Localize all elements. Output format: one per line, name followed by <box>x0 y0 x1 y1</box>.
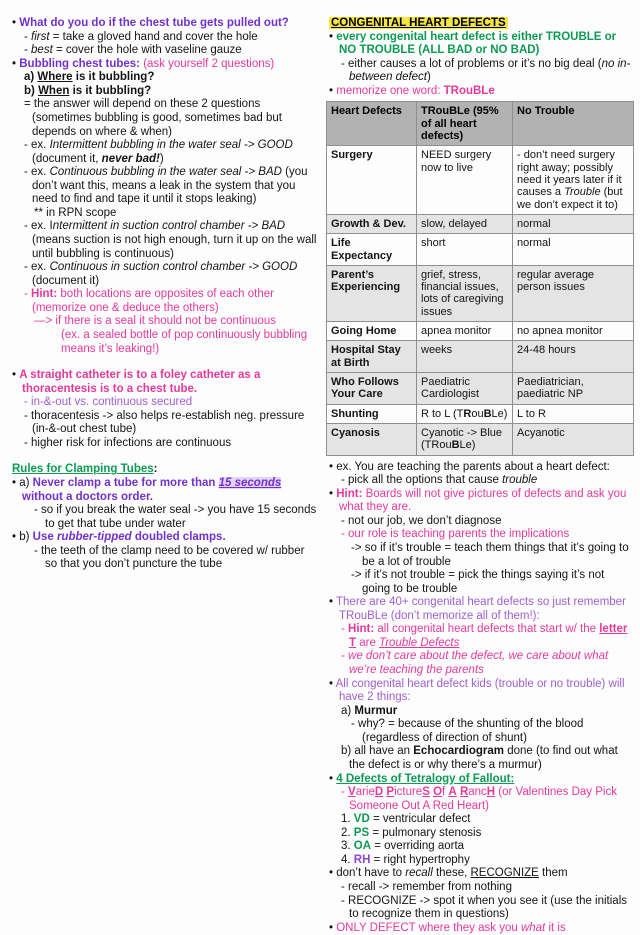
trouble-cell: slow, delayed <box>417 214 513 233</box>
note-line: - in-&-out vs. continuous secured <box>24 396 193 409</box>
note-line: - we don’t care about the defect, we care about what we’re teaching the parents <box>341 650 609 676</box>
no-trouble-cell: no apnea monitor <box>513 322 634 341</box>
note-line: a) Where is it bubbling? <box>24 71 155 84</box>
note-line: - so if you break the water seal -> you have 15 seconds to get that tube under water <box>34 504 317 530</box>
note-line: a) Murmur <box>341 704 398 717</box>
no-trouble-cell: L to R <box>513 404 634 423</box>
right-column <box>326 17 634 935</box>
row-label-cell: Who Follows Your Care <box>327 373 417 405</box>
note-line: - best = cover the hole with vaseline gauze <box>24 44 242 57</box>
note-line: • don’t have to recall these, RECOGNIZE them <box>329 867 568 880</box>
note-line: - why? = because of the shunting of the blood (regardless of direction of shunt) <box>351 718 584 744</box>
note-line: - our role is teaching parents the implications <box>341 528 570 541</box>
note-line: -> so if it’s trouble = teach them things that it’s going to be a lot of trouble <box>351 541 629 568</box>
note-line: - ex. Intermittent in suction control chamber -> BAD (means suction is not high enough, turn it up on the wall until bubbling is continuous) <box>24 220 317 260</box>
note-line: 3. OA = overriding aorta <box>341 840 465 853</box>
no-trouble-cell: - don’t need surgery right away; possibly need it years later if it causes a Trouble (but we don’t expect it to) <box>513 146 634 215</box>
section-heading-clamping-rules: Rules for Clamping Tubes: <box>12 463 158 476</box>
note-line: - Hint: all congenital heart defects that start w/ the letter T are Trouble Defects <box>341 623 628 649</box>
note-line: - the teeth of the clamp need to be covered w/ rubber so that you don’t puncture the tube <box>34 544 305 571</box>
table-row <box>327 404 634 423</box>
note-line: - pick all the options that cause trouble <box>341 474 538 487</box>
note-line: -> if it’s not trouble = pick the things saying it’s not going to be trouble <box>351 569 605 595</box>
note-line-straight-catheter: • A straight catheter is to a foley catheter as a thoracentesis is to a chest tube. <box>12 369 261 395</box>
note-line: 1. VD = ventricular defect <box>341 813 471 826</box>
no-trouble-cell: Acyanotic <box>513 423 634 455</box>
note-line-chest-tube-pulled: • What do you do if the chest tube gets pulled out? <box>12 17 289 29</box>
table-row <box>327 373 634 405</box>
note-line: - thoracentesis -> also helps re-establish neg. pressure (in-&-out chest tube) <box>24 409 305 436</box>
note-line: - either causes a lot of problems or it’s no big deal (no in-between defect) <box>341 57 631 84</box>
note-line: • All congenital heart defect kids (trouble or no trouble) will have 2 things: <box>329 677 625 704</box>
note-line: - ex. Intermittent bubbling in the water seal -> GOOD (document it, never bad!) <box>24 139 293 165</box>
table-row <box>327 341 634 373</box>
note-line: • a) Never clamp a tube for more than 15 seconds without a doctors order. <box>12 477 282 503</box>
trouble-cell: Paediatric Cardiologist <box>417 373 513 405</box>
no-trouble-cell: Paediatrician, paediatric NP <box>513 373 634 405</box>
note-line <box>9 450 317 463</box>
no-trouble-cell: normal <box>513 234 634 266</box>
table-row <box>327 322 634 341</box>
table-header-cell-0: Heart Defects <box>327 102 417 146</box>
section-heading-congenital: CONGENITAL HEART DEFECTS <box>331 17 506 29</box>
note-line: - not our job, we don’t diagnose <box>341 514 502 527</box>
row-label-cell: Growth & Dev. <box>327 214 417 233</box>
note-line: • b) Use rubber-tipped doubled clamps. <box>12 531 226 544</box>
table-row <box>327 423 634 455</box>
note-line: (ex. a sealed bottle of pop continuously bubbling means it’s leaking!) <box>61 328 308 355</box>
row-label-cell: Going Home <box>327 322 417 341</box>
note-line: - VarieD PictureS Of A RancH (or Valentines Day Pick Someone Out A Red Heart) <box>341 786 617 812</box>
note-line: b) all have an Echocardiogram done (to find out what the defect is or why there’s a murmur) <box>341 745 618 771</box>
trouble-cell: Cyanotic -> Blue (TRouBLe) <box>417 423 513 455</box>
note-line: • ONLY DEFECT where they ask you what it is <box>329 921 566 934</box>
trouble-cell: R to L (TRouBLe) <box>417 404 513 423</box>
note-line: • 4 Defects of Tetralogy of Fallout: <box>329 772 515 785</box>
note-line <box>9 356 317 369</box>
note-line: - first = take a gloved hand and cover the hole <box>24 30 258 43</box>
row-label-cell: Surgery <box>327 146 417 215</box>
row-label-cell: Parent’s Experiencing <box>327 265 417 321</box>
note-line: = the answer will depend on these 2 questions (sometimes bubbling is good, sometimes bad but depends on where & when) <box>24 98 282 138</box>
note-line: - ex. Continuous bubbling in the water seal -> BAD (you don’t want this, means a leak in the system that you need to find and tape it until it stops leaking) <box>24 166 308 206</box>
table-header-cell-2: No Trouble <box>513 102 634 146</box>
note-line: • There are 40+ congenital heart defects so just remember TRouBLe (don’t memorize all of them!): <box>329 596 626 622</box>
no-trouble-cell: regular average person issues <box>513 265 634 321</box>
heart-defects-table <box>326 101 634 455</box>
table-header-cell-1: TRouBLe (95% of all heart defects) <box>417 102 513 146</box>
row-label-cell: Shunting <box>327 404 417 423</box>
trouble-cell: weeks <box>417 341 513 373</box>
note-line: - Hint: both locations are opposites of each other (memorize one & deduce the others) <box>24 288 274 314</box>
table-row <box>327 146 634 215</box>
note-line: b) When is it bubbling? <box>24 84 152 97</box>
table-row <box>327 265 634 321</box>
left-column <box>9 17 317 935</box>
trouble-cell: apnea monitor <box>417 322 513 341</box>
note-line: - recall -> remember from nothing <box>341 881 512 893</box>
no-trouble-cell: normal <box>513 214 634 233</box>
note-line: - RECOGNIZE -> spot it when you see it (use the initials to recognize them in questions) <box>341 894 628 921</box>
note-line: —> if there is a seal it should not be continuous <box>34 315 276 328</box>
table-row <box>327 214 634 233</box>
note-line-bubbling-chest-tubes: • Bubbling chest tubes: (ask yourself 2 questions) <box>12 57 275 70</box>
no-trouble-cell: 24-48 hours <box>513 341 634 373</box>
note-line: • ex. You are teaching the parents about a heart defect: <box>329 460 610 473</box>
note-line: - higher risk for infections are continuous <box>24 436 232 449</box>
note-line: 4. RH = right hypertrophy <box>341 853 470 866</box>
table-header-row <box>327 102 634 146</box>
note-line: • memorize one word: TRouBLe <box>329 84 495 97</box>
row-label-cell: Cyanosis <box>327 423 417 455</box>
trouble-cell: NEED surgery now to live <box>417 146 513 215</box>
table-row <box>327 234 634 266</box>
row-label-cell: Hospital Stay at Birth <box>327 341 417 373</box>
row-label-cell: Life Expectancy <box>327 234 417 266</box>
note-line: ** in RPN scope <box>34 206 117 219</box>
note-line: • every congenital heart defect is either TROUBLE or NO TROUBLE (ALL BAD or NO BAD) <box>329 30 617 57</box>
trouble-cell: grief, stress, financial issues, lots of caregiving issues <box>417 265 513 321</box>
trouble-cell: short <box>417 234 513 266</box>
note-line: • Hint: Boards will not give pictures of defects and ask you what they are. <box>329 487 627 514</box>
note-line: 2. PS = pulmonary stenosis <box>341 826 482 839</box>
note-line: - ex. Continuous in suction control chamber -> GOOD (document it) <box>24 261 298 287</box>
